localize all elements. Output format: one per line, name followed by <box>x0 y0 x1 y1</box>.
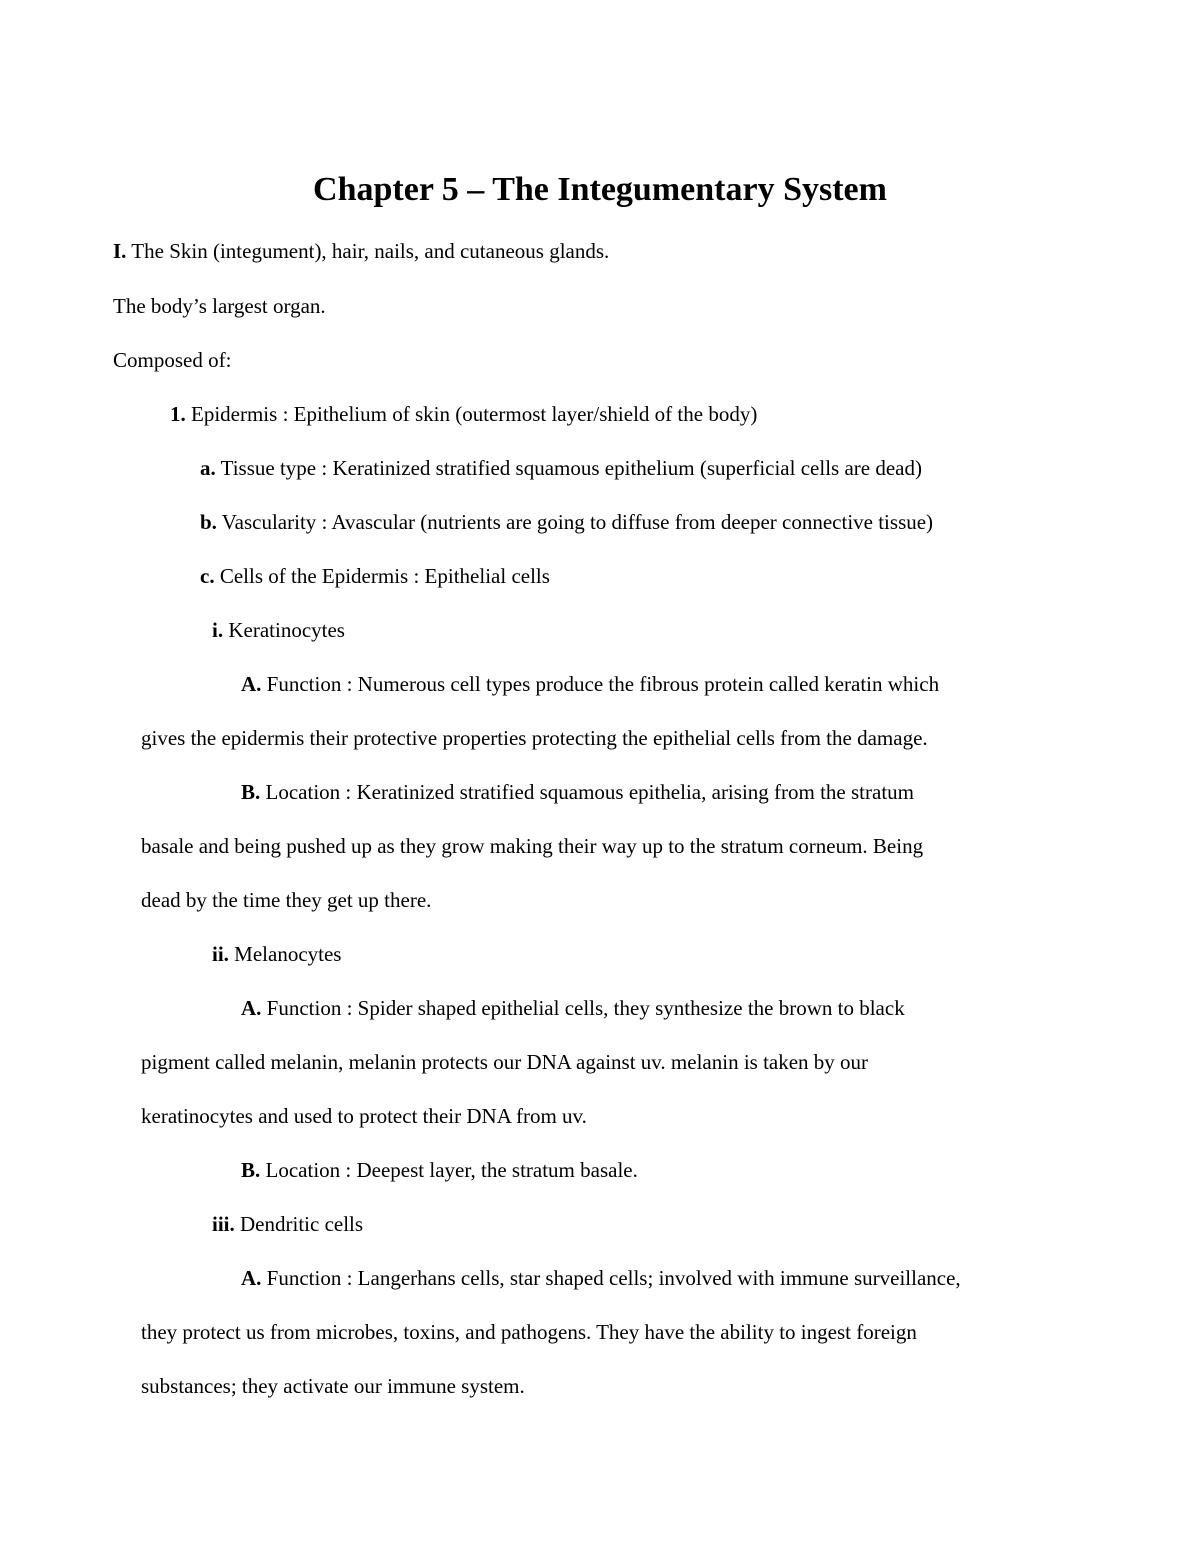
list-item <box>200 561 550 591</box>
detail-line: substances; they activate our immune system. <box>141 1374 525 1398</box>
list-marker: ii. <box>212 942 229 966</box>
list-marker: B. <box>241 780 261 804</box>
detail-text: Location : Deepest layer, the stratum basale. <box>260 1158 638 1182</box>
list-marker: A. <box>241 1266 262 1290</box>
list-marker: b. <box>200 510 217 534</box>
list-marker: c. <box>200 564 215 588</box>
detail-line <box>241 1263 961 1293</box>
cell-type-name: Keratinocytes <box>223 618 345 642</box>
list-text: Cells of the Epidermis : Epithelial cells <box>214 564 550 588</box>
cell-type-name: Dendritic cells <box>234 1212 364 1236</box>
detail-text: Function : Spider shaped epithelial cells, they synthesize the brown to black <box>261 996 905 1020</box>
list-text: Vascularity : Avascular (nutrients are going to diffuse from deeper connective tissue) <box>216 510 934 534</box>
detail-line <box>241 1155 638 1185</box>
cell-type-heading <box>212 939 341 969</box>
list-text: Tissue type : Keratinized stratified squamous epithelium (superficial cells are dead) <box>215 456 922 480</box>
cell-type-heading <box>212 615 345 645</box>
list-item <box>200 507 933 537</box>
detail-line: they protect us from microbes, toxins, and pathogens. They have the ability to ingest foreign <box>141 1320 917 1344</box>
intro-line: The body’s largest organ. <box>113 294 326 318</box>
detail-line: gives the epidermis their protective properties protecting the epithelial cells from the damage. <box>141 726 928 750</box>
detail-line: dead by the time they get up there. <box>141 888 432 912</box>
list-item <box>200 453 922 483</box>
list-marker: A. <box>241 996 262 1020</box>
detail-line: basale and being pushed up as they grow making their way up to the stratum corneum. Being <box>141 834 924 858</box>
detail-text: Function : Numerous cell types produce the fibrous protein called keratin which <box>261 672 940 696</box>
list-marker: 1. <box>170 402 186 426</box>
detail-text: Function : Langerhans cells, star shaped cells; involved with immune surveillance, <box>261 1266 961 1290</box>
list-text: Epidermis : Epithelium of skin (outermost layer/shield of the body) <box>185 402 758 426</box>
intro-line: Composed of: <box>113 348 232 372</box>
cell-type-heading <box>212 1209 363 1239</box>
section-heading <box>113 236 609 266</box>
detail-line <box>241 669 939 699</box>
detail-line <box>241 993 905 1023</box>
list-marker: iii. <box>212 1212 235 1236</box>
section-text: The Skin (integument), hair, nails, and cutaneous glands. <box>126 239 610 263</box>
detail-line: pigment called melanin, melanin protects our DNA against uv. melanin is taken by our <box>141 1050 869 1074</box>
list-marker: a. <box>200 456 216 480</box>
list-marker: A. <box>241 672 262 696</box>
detail-line <box>241 777 914 807</box>
epidermis-heading <box>170 399 757 429</box>
cell-type-name: Melanocytes <box>228 942 342 966</box>
detail-line: keratinocytes and used to protect their DNA from uv. <box>141 1104 587 1128</box>
page-title: Chapter 5 – The Integumentary System <box>313 171 887 208</box>
section-marker: I. <box>113 239 127 263</box>
list-marker: i. <box>212 618 224 642</box>
list-marker: B. <box>241 1158 261 1182</box>
detail-text: Location : Keratinized stratified squamous epithelia, arising from the stratum <box>260 780 914 804</box>
